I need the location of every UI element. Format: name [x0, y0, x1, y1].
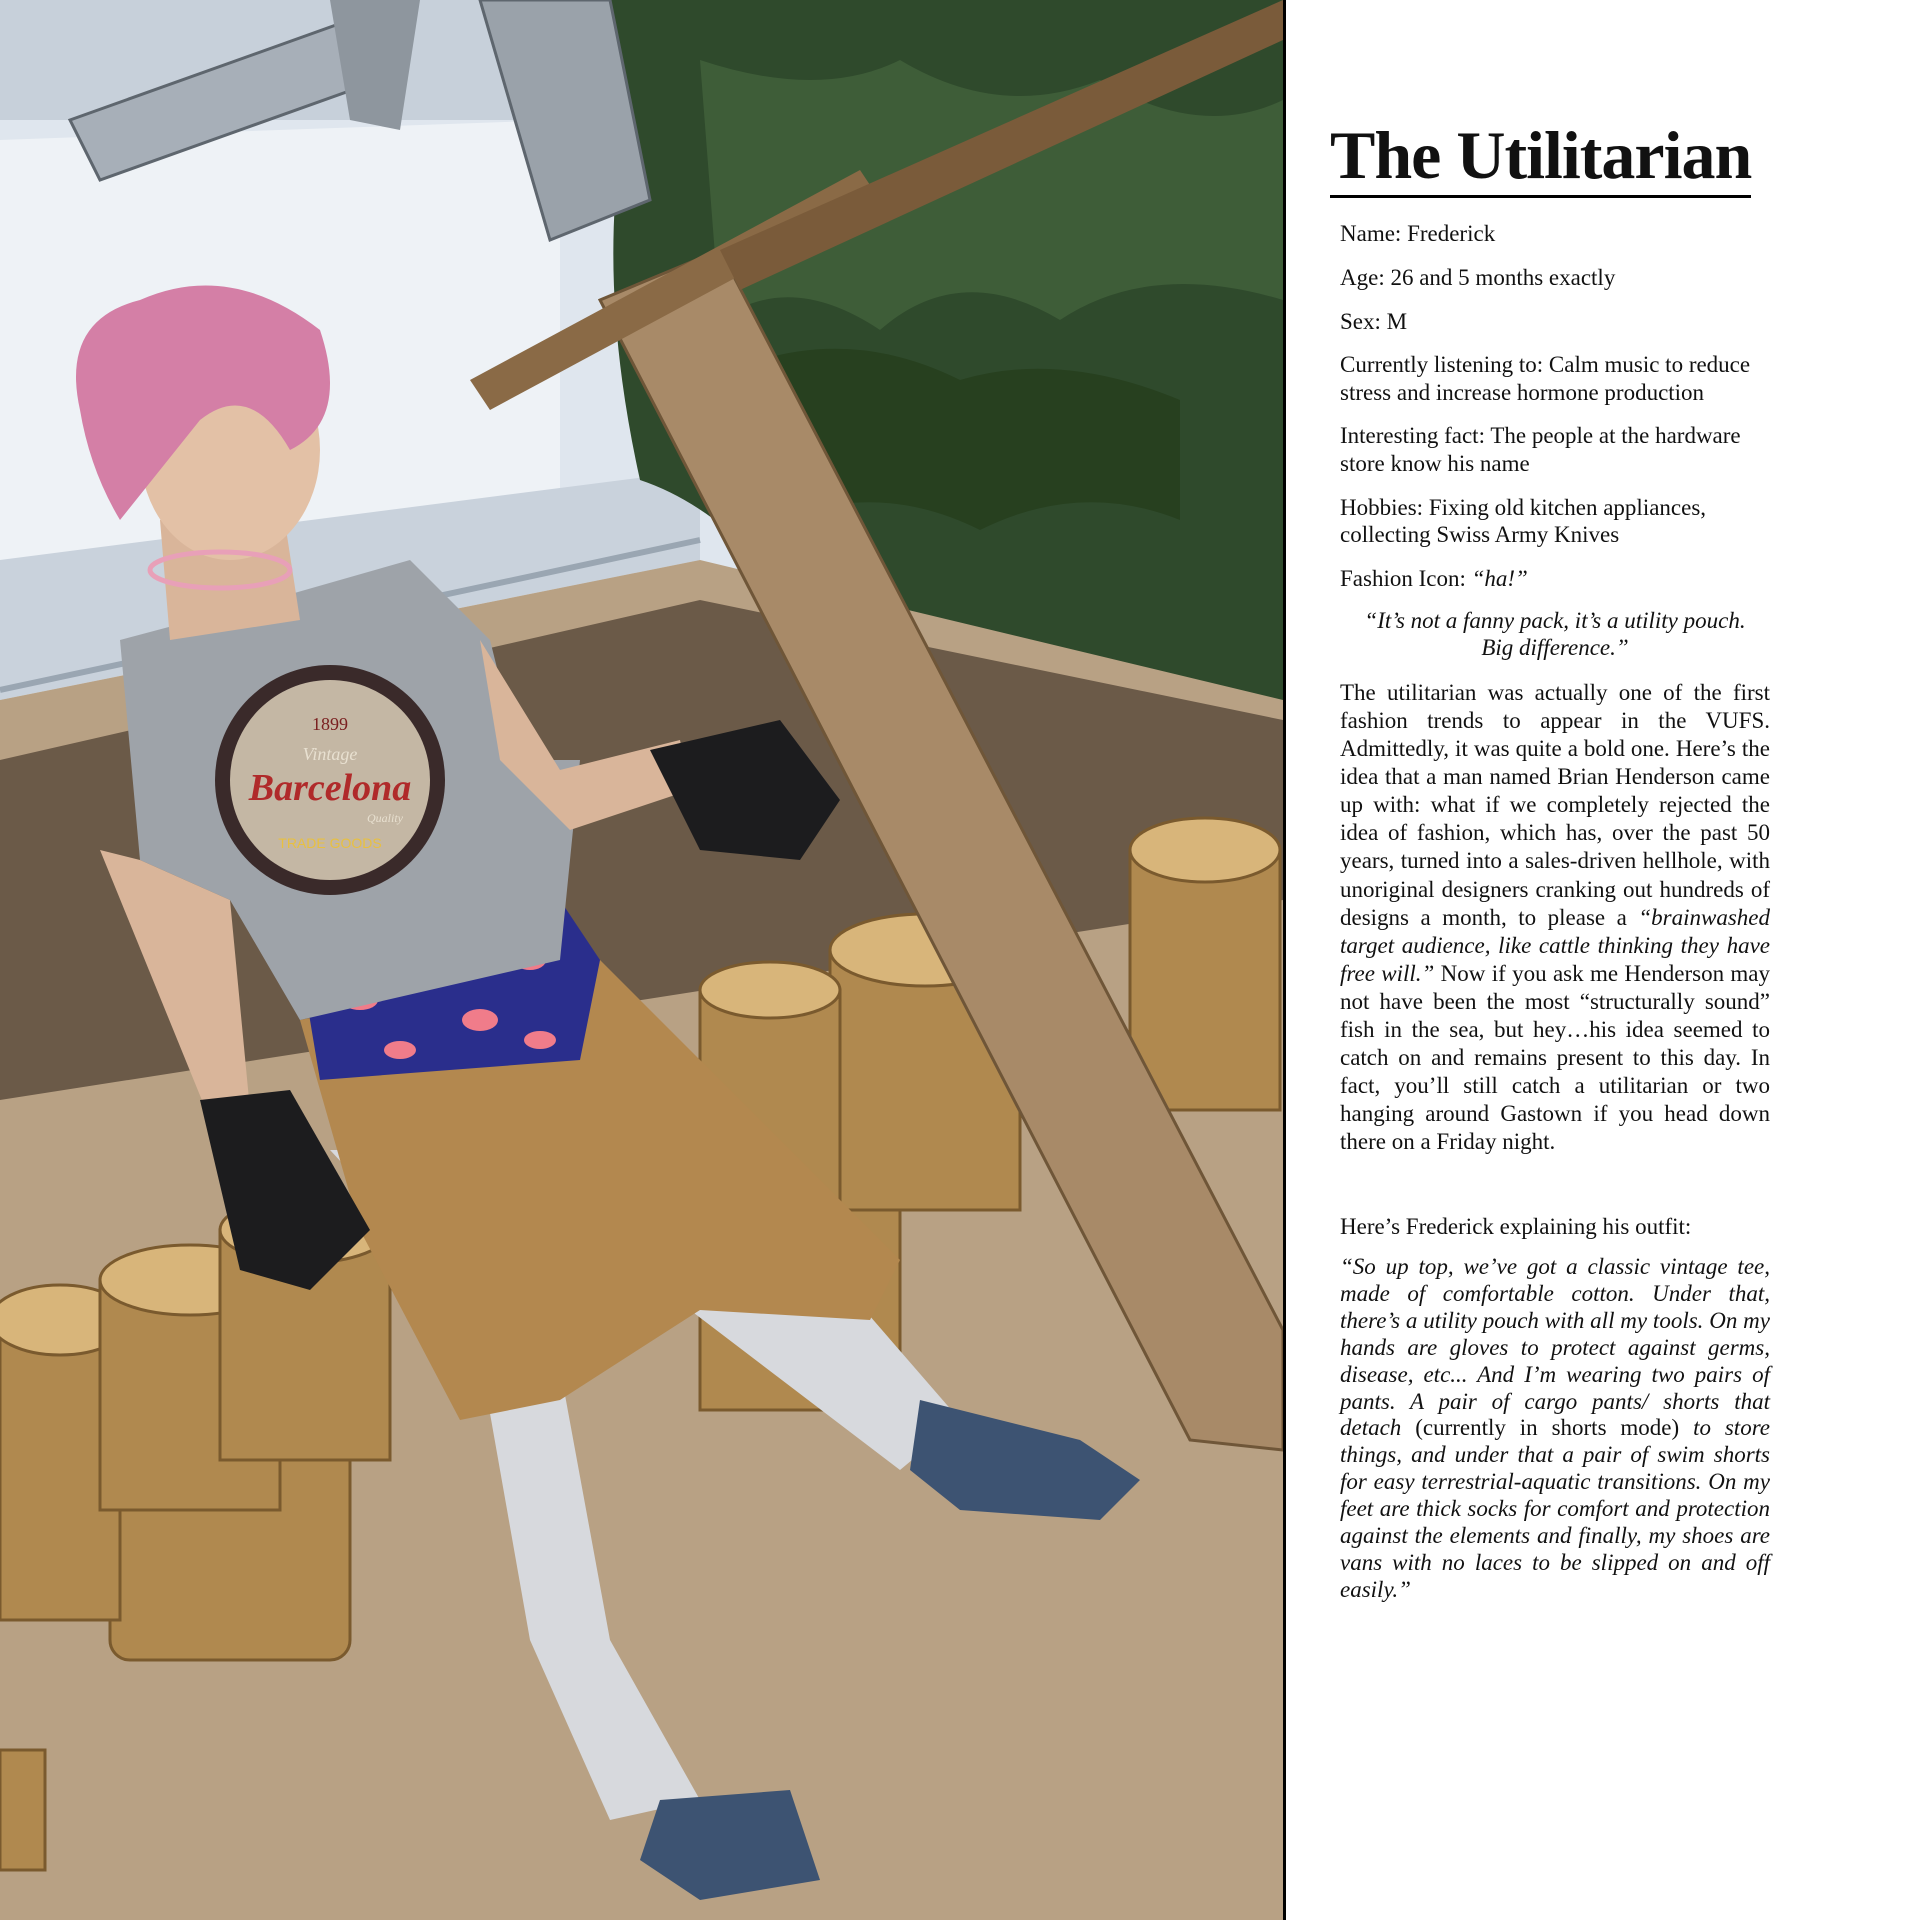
article-body [1340, 220, 1770, 1603]
pull-quote-line-1: “It’s not a fanny pack, it’s a utility pouch. [1364, 608, 1746, 634]
body-text-part-2: Now if you ask me Henderson may not have been the most “structurally sound” fish in the sea, but hey…his idea seemed to catch on and remains present to this day. In fact, you’ll still catch a utilitarian or two hanging around Gastown if you head down there on a Friday night. [1340, 960, 1771, 1154]
fact-label: Currently listening to: [1340, 352, 1544, 378]
body-text-part-1: The utilitarian was actually one of the first fashion trends to appear in the VUFS. Admittedly, it was quite a bold one. Here’s the idea that a man named Brian Henderson came up with: what if we completely rejected the idea of fashion, which has, over the past 50 years, turned into a sales-driven hellhole, with unoriginal designers cranking out hundreds of designs a month, to please a [1340, 680, 1770, 930]
fact-fashion-icon [1340, 565, 1770, 593]
tee-print-script: Vintage [302, 744, 358, 764]
tee-print-year: 1899 [312, 714, 348, 734]
tee-print-bottom: TRADE GOODS [278, 835, 382, 851]
fact-value: 26 and 5 months exactly [1390, 264, 1616, 290]
fact-label: Fashion Icon: [1340, 565, 1466, 591]
fact-value: M [1386, 308, 1408, 334]
outfit-quote [1340, 1254, 1770, 1604]
fact-label: Hobbies: [1340, 494, 1424, 520]
body-paragraph [1340, 679, 1770, 1156]
fact-label: Age: [1340, 264, 1385, 290]
fact-value: Fixing old kitchen appliances, collecting Swiss Army Knives [1340, 494, 1707, 548]
fact-age [1340, 264, 1770, 292]
outfit-quote-part-1: “So up top, we’ve got a classic vintage tee, made of comfortable cotton. Under that, there’s a utility pouch with all my tools. On my hands are gloves to protect against germs, disease, etc... And I’m wearing two pairs of pants. A pair of cargo pants/ shorts that detach [1340, 1254, 1770, 1441]
article-title: The Utilitarian [1330, 120, 1751, 198]
fact-value: The people at the hardware store know his name [1340, 423, 1741, 476]
pull-quote [1340, 608, 1770, 661]
page-divider [1283, 0, 1286, 1920]
tee-print-main: Barcelona [248, 767, 412, 809]
outfit-quote-part-2: to store things, and under that a pair of swim shorts for easy terrestrial-aquatic transitions. On my feet are thick socks for comfort and protection against the elements and finally, my shoes are vans with no laces to be slipped on and off easily.” [1340, 1415, 1771, 1602]
pull-quote-line-2: Big difference.” [1481, 634, 1629, 660]
outfit-heading: Here’s Frederick explaining his outfit: [1340, 1214, 1692, 1239]
tee-print-small: Quality [367, 811, 403, 825]
fact-hobbies [1340, 494, 1770, 549]
fact-value: Calm music to reduce stress and increase hormone production [1340, 352, 1751, 405]
fact-value: “ha!” [1471, 565, 1528, 591]
fact-label: Name: [1340, 221, 1402, 247]
fact-label: Interesting fact: [1340, 423, 1485, 449]
fact-label: Sex: [1340, 308, 1381, 334]
fact-sex [1340, 308, 1770, 336]
fact-interesting [1340, 422, 1770, 477]
fact-value: Frederick [1407, 221, 1496, 247]
outfit-quote-upright: (currently in shorts mode) [1415, 1415, 1680, 1441]
fact-name [1340, 220, 1770, 248]
article [1330, 117, 1870, 1604]
fact-listening [1340, 351, 1770, 406]
body-text-italic-quote: “brainwashed target audience, like cattle thinking they have free will.” [1340, 904, 1770, 986]
